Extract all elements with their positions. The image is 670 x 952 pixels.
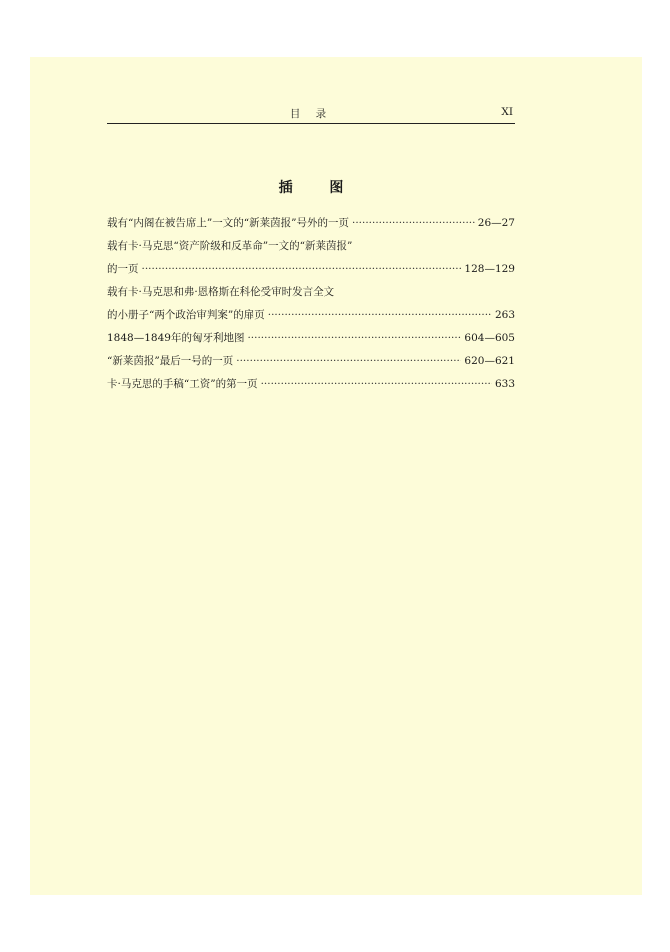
entry-title: “新莱茵报”最后一号的一页	[107, 355, 234, 367]
list-item	[107, 281, 515, 304]
dot-leader	[268, 304, 492, 327]
dot-leader	[247, 327, 461, 350]
entry-title: 1848—1849年的匈牙利地图	[107, 332, 245, 344]
entry-title: 载有卡·马克思“资产阶级和反革命”一文的“新莱茵报”	[107, 240, 353, 252]
list-item	[107, 373, 515, 396]
dot-leader	[261, 373, 492, 396]
list-item	[107, 212, 515, 235]
entry-pages: 128—129	[464, 263, 515, 275]
entry-title-continuation: 的一页	[107, 263, 139, 275]
entry-title-continuation: 的小册子“两个政治审判案”的扉页	[107, 309, 265, 321]
illustration-list	[107, 212, 515, 396]
dot-leader	[142, 258, 462, 281]
running-header	[107, 105, 515, 124]
entry-pages: 633	[494, 378, 515, 390]
dot-leader	[236, 350, 461, 373]
entry-pages: 604—605	[464, 332, 515, 344]
entry-pages: 620—621	[464, 355, 515, 367]
section-title: 插 图	[278, 180, 360, 196]
entry-pages: 26—27	[477, 217, 515, 229]
list-item	[107, 327, 515, 350]
entry-title: 卡·马克思的手稿“工资”的第一页	[107, 378, 258, 390]
list-item	[107, 235, 515, 258]
dot-leader	[352, 212, 475, 235]
running-title: 目 录	[289, 108, 333, 120]
list-item	[107, 350, 515, 373]
entry-pages: 263	[494, 309, 515, 321]
entry-title: 载有卡·马克思和弗·恩格斯在科伦受审时发言全文	[107, 286, 335, 298]
list-item-continuation	[107, 258, 515, 281]
list-item-continuation	[107, 304, 515, 327]
page-number: XI	[501, 106, 513, 118]
entry-title: 载有“内阁在被告席上”一文的“新莱茵报”号外的一页	[107, 217, 349, 229]
